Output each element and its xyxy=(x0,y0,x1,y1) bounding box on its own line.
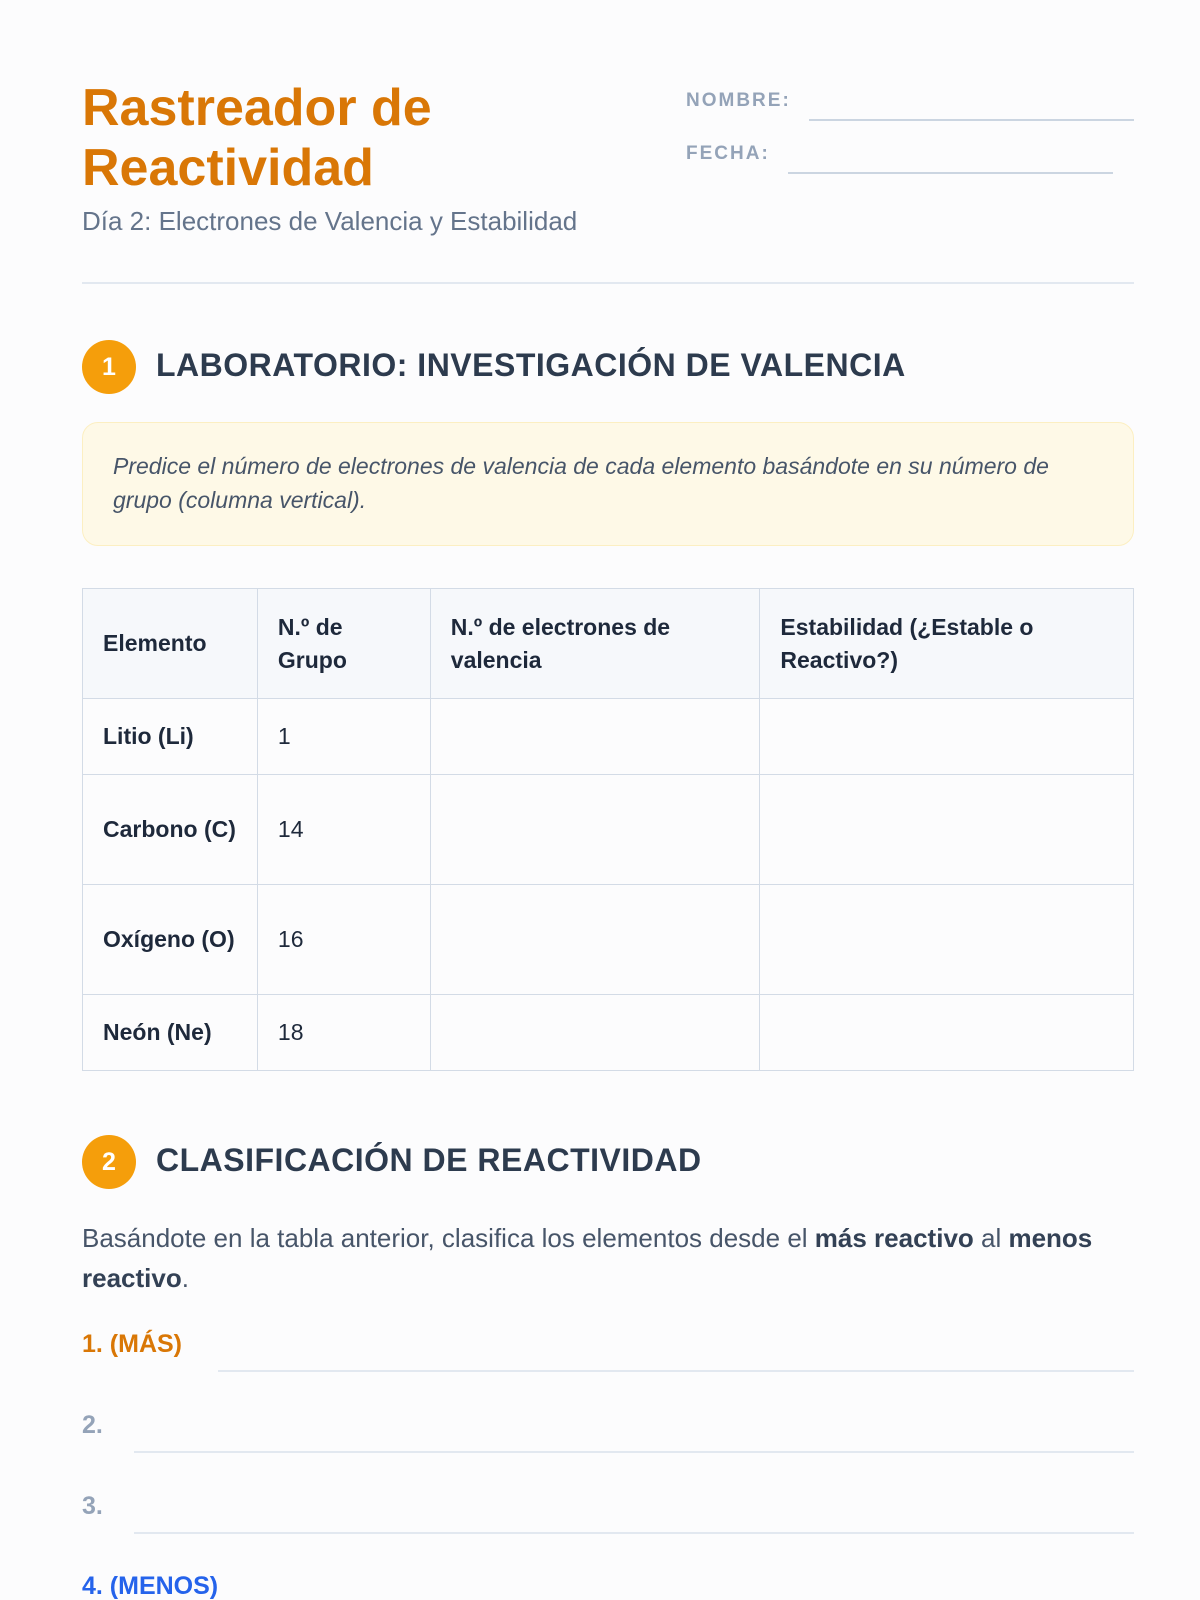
element-cell: Carbono (C) xyxy=(83,775,258,885)
name-label: NOMBRE: xyxy=(686,90,791,111)
valence-table xyxy=(82,588,1134,1071)
table-row xyxy=(83,885,1134,995)
date-field[interactable] xyxy=(788,172,1113,174)
page-title: Rastreador de Reactividad xyxy=(82,79,432,197)
header-stability: Estabilidad (¿Estable o Reactivo?) xyxy=(760,589,1134,699)
header-divider xyxy=(82,282,1134,284)
rank-1-line[interactable] xyxy=(218,1370,1134,1372)
stability-input-cell[interactable] xyxy=(760,885,1134,995)
header-element: Elemento xyxy=(83,589,258,699)
element-cell: Oxígeno (O) xyxy=(83,885,258,995)
group-cell: 1 xyxy=(257,699,430,775)
instructions-box: Predice el número de electrones de valencia de cada elemento basándote en su número de grupo (columna vertical). xyxy=(82,422,1134,546)
element-cell: Neón (Ne) xyxy=(83,995,258,1071)
rank-1-label: 1. (MÁS) xyxy=(82,1330,182,1358)
section-2-badge: 2 xyxy=(82,1135,136,1189)
element-cell: Litio (Li) xyxy=(83,699,258,775)
group-cell: 16 xyxy=(257,885,430,995)
rank-3-line[interactable] xyxy=(134,1532,1134,1534)
valence-input-cell[interactable] xyxy=(430,699,760,775)
ranking-text-part: . xyxy=(181,1263,189,1293)
worksheet-page xyxy=(82,0,1134,1600)
table-header-row xyxy=(83,589,1134,699)
table-row xyxy=(83,995,1134,1071)
name-field[interactable] xyxy=(809,119,1134,121)
least-reactive-emphasis: menos reactivo xyxy=(82,1223,1093,1293)
stability-input-cell[interactable] xyxy=(760,775,1134,885)
stability-input-cell[interactable] xyxy=(760,699,1134,775)
ranking-text-part: al xyxy=(973,1223,1009,1253)
rank-2-label: 2. xyxy=(82,1411,103,1439)
rank-2-line[interactable] xyxy=(134,1451,1134,1453)
header-group: N.º de Grupo xyxy=(257,589,430,699)
ranking-text-part: Basándote en la tabla anterior, clasifica los elementos desde el xyxy=(82,1223,815,1253)
table-row xyxy=(83,775,1134,885)
ranking-instructions xyxy=(82,1218,1134,1298)
rank-3-label: 3. xyxy=(82,1492,103,1520)
stability-input-cell[interactable] xyxy=(760,995,1134,1071)
header-valence: N.º de electrones de valencia xyxy=(430,589,760,699)
page-subtitle: Día 2: Electrones de Valencia y Estabilidad xyxy=(82,206,578,236)
valence-input-cell[interactable] xyxy=(430,775,760,885)
section-1-title: LABORATORIO: INVESTIGACIÓN DE VALENCIA xyxy=(156,347,906,383)
valence-input-cell[interactable] xyxy=(430,885,760,995)
group-cell: 18 xyxy=(257,995,430,1071)
section-1-badge: 1 xyxy=(82,340,136,394)
most-reactive-emphasis: más reactivo xyxy=(814,1223,974,1253)
valence-input-cell[interactable] xyxy=(430,995,760,1071)
table-row xyxy=(83,699,1134,775)
date-label: FECHA: xyxy=(686,143,770,164)
section-2-title: CLASIFICACIÓN DE REACTIVIDAD xyxy=(156,1142,702,1178)
rank-4-label: 4. (MENOS) xyxy=(82,1572,219,1600)
group-cell: 14 xyxy=(257,775,430,885)
